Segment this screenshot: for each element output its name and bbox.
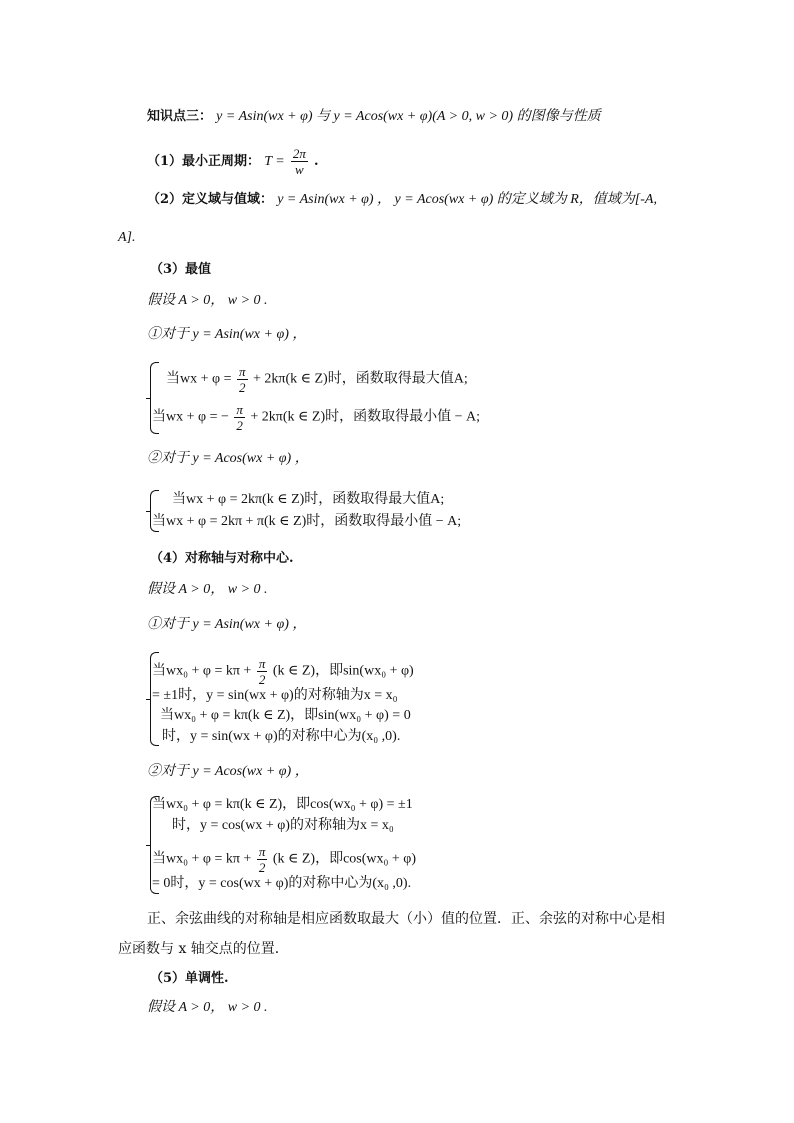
symmetry-cos-l4: = 0时，y = cos(wx + φ)的对称中心为(x₀ ,0).: [152, 876, 412, 891]
symmetry-label: （4）对称轴与对称中心.: [150, 551, 294, 566]
extrema-sin-case1-end: + 2kπ(k ∈ Z)时，函数取得最大值A;: [253, 371, 468, 387]
extrema-sin-case2-pre: 当wx + φ = −: [152, 409, 229, 425]
extrema-assume: 假设 A > 0， w > 0 .: [147, 293, 268, 308]
symmetry-cos-l3-pre: 当wx₀ + φ = kπ +: [152, 851, 252, 867]
symmetry-sin-l4: 时，y = sin(wx + φ)的对称中心为(x₀ ,0).: [162, 729, 401, 744]
symmetry-note-line1: 正、余弦曲线的对称轴是相应函数取最大（小）值的位置．正、余弦的对称中心是相: [147, 911, 665, 927]
period-label: （1）最小正周期：: [147, 154, 261, 169]
extrema-sin-case2-frac: [234, 402, 245, 433]
extrema-sin-case1-frac: [237, 364, 248, 395]
frac-num: π: [258, 844, 266, 859]
symmetry-cos-l3-end: (k ∈ Z)，即cos(wx₀ + φ): [272, 851, 417, 867]
domain-wrap: A].: [118, 230, 136, 245]
extrema-sin-case1: [166, 364, 468, 395]
symmetry-cos-l3: [152, 844, 416, 875]
frac-den: 2: [238, 380, 246, 395]
frac-den: 2: [258, 860, 266, 875]
frac-num: π: [258, 656, 266, 671]
symmetry-cos-l1: 当wx₀ + φ = kπ(k ∈ Z)，即cos(wx₀ + φ) = ±1: [152, 797, 413, 812]
period-frac-den: w: [294, 162, 304, 177]
section-heading: [147, 108, 601, 126]
extrema-sin-case2: [152, 402, 480, 433]
symmetry-cos-l2: 时，y = cos(wx + φ)的对称轴为x = x₀: [172, 818, 394, 833]
symmetry-sin-title: ①对于 y = Asin(wx + φ) ，: [147, 617, 307, 632]
symmetry-assume: 假设 A > 0， w > 0 .: [147, 582, 268, 597]
symmetry-note-line2: 应函数与 x 轴交点的位置．: [118, 941, 289, 957]
frac-den: 2: [236, 418, 243, 433]
symmetry-cos-l3-frac: [257, 844, 268, 875]
extrema-sin-case1-pre: 当wx + φ =: [166, 371, 232, 387]
extrema-label: （3）最值: [150, 262, 212, 277]
extrema-sin-title: ①对于 y = Asin(wx + φ) ，: [147, 327, 307, 342]
period-fraction: [291, 146, 308, 177]
heading-formula: y = Asin(wx + φ) 与 y = Acos(wx + φ)(A > 0, w > 0) 的图像与性质: [216, 109, 601, 124]
symmetry-sin-l1-pre: 当wx₀ + φ = kπ +: [152, 663, 252, 679]
frac-num: π: [238, 364, 246, 379]
frac-den: 2: [258, 672, 266, 687]
domain-range-line: [147, 191, 657, 209]
monotonicity-assume: 假设 A > 0， w > 0 .: [147, 1000, 268, 1015]
symmetry-sin-l1: [152, 656, 414, 687]
heading-prefix: 知识点三：: [147, 109, 213, 124]
symmetry-sin-l1-end: (k ∈ Z)，即sin(wx₀ + φ): [272, 663, 414, 679]
period-end: .: [313, 154, 319, 169]
symmetry-sin-l2: = ±1时，y = sin(wx + φ)的对称轴为x = x₀: [152, 688, 398, 703]
extrema-sin-case2-end: + 2kπ(k ∈ Z)时，函数取得最小值 − A;: [250, 409, 481, 425]
extrema-cos-title: ②对于 y = Acos(wx + φ) ，: [147, 451, 309, 466]
domain-label: （2）定义域与值域：: [147, 192, 274, 207]
period-frac-num: 2π: [292, 146, 306, 161]
monotonicity-label: （5）单调性.: [150, 971, 229, 986]
symmetry-sin-l1-frac: [257, 656, 268, 687]
period-line: [147, 146, 319, 177]
extrema-cos-case2: 当wx + φ = 2kπ + π(k ∈ Z)时，函数取得最小值 − A;: [152, 514, 462, 529]
frac-num: π: [236, 402, 243, 417]
domain-text: y = Asin(wx + φ) ， y = Acos(wx + φ) 的定义域为 R，值域为[-A,: [277, 192, 657, 207]
period-formula: T =: [264, 154, 285, 169]
symmetry-sin-l3: 当wx₀ + φ = kπ(k ∈ Z)，即sin(wx₀ + φ) = 0: [160, 708, 411, 723]
extrema-cos-case1: 当wx + φ = 2kπ(k ∈ Z)时，函数取得最大值A;: [172, 492, 445, 507]
symmetry-cos-title: ②对于 y = Acos(wx + φ) ，: [147, 764, 309, 779]
